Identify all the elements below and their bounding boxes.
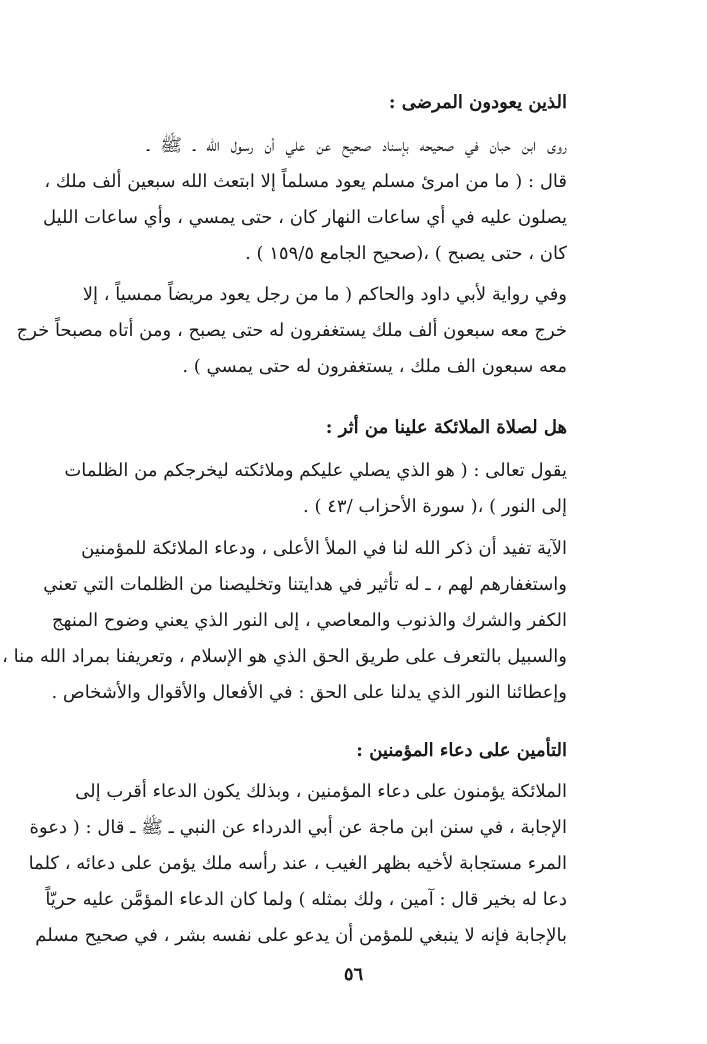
paragraph-line: وإعطائنا النور الذي يدلنا على الحق : في الأفعال والأقوال والأشخاص . xyxy=(51,682,567,703)
paragraph-line: يقول تعالى : ( هو الذي يصلي عليكم وملائكته ليخرجكم من الظلمات xyxy=(64,460,567,481)
paragraph-line: الإجابة ، في سنن ابن ماجة عن أبي الدرداء عن النبي ـ ﷺ ـ قال : ( دعوة xyxy=(29,817,567,838)
section-heading: الذين يعودون المرضى : xyxy=(388,92,567,113)
paragraph-line: الكفر والشرك والذنوب والمعاصي ، إلى النور الذي يعني وضوح المنهج xyxy=(51,610,567,631)
page-number: ٥٦ xyxy=(343,964,364,985)
paragraph-line: الملائكة يؤمنون على دعاء المؤمنين ، وبذلك يكون الدعاء أقرب إلى xyxy=(75,781,567,802)
section-heading: هل لصلاة الملائكة علينا من أثر : xyxy=(325,417,567,438)
paragraph-line: كان ، حتى يصبح ) ،(صحيح الجامع ١٥٩/٥ ) . xyxy=(245,243,567,264)
paragraph-line: معه سبعون الف ملك ، يستغفرون له حتى يمسي ) . xyxy=(182,356,567,377)
paragraph-line: يصلون عليه في أي ساعات النهار كان ، حتى يمسي ، وأي ساعات الليل xyxy=(42,207,567,228)
paragraph-line: واستغفارهم لهم ، ـ له تأثير في هدايتنا وتخليصنا من الظلمات التي تعني xyxy=(43,574,567,595)
paragraph-line: دعا له بخير قال : آمين ، ولك بمثله ) ولما كان الدعاء المؤمَّن عليه حريّاً xyxy=(45,889,567,910)
paragraph-line: روى ابن حبان في صحيحه بإسناد صحيح عن علي أن رسول الله ـ ﷺ ـ xyxy=(147,135,567,156)
section-heading: التأمين على دعاء المؤمنين : xyxy=(356,740,567,761)
paragraph-line: خرج معه سبعون ألف ملك يستغفرون له حتى يصبح ، ومن أتاه مصبحاً خرج xyxy=(16,320,567,341)
paragraph-line: قال : ( ما من امرئ مسلم يعود مسلماً إلا ابتعث الله سبعين ألف ملك ، xyxy=(44,171,567,192)
paragraph-line: إلى النور ) ،( سورة الأحزاب /٤٣ ) . xyxy=(303,496,567,517)
paragraph-line: وفي رواية لأبي داود والحاكم ( ما من رجل يعود مريضاً ممسياً ، إلا xyxy=(82,284,567,305)
paragraph-line: بالإجابة فإنه لا ينبغي للمؤمن أن يدعو على نفسه بشر ، في صحيح مسلم xyxy=(35,925,567,946)
paragraph-line: المرء مستجابة لأخيه بظهر الغيب ، عند رأسه ملك يؤمن على دعائه ، كلما xyxy=(28,853,567,874)
paragraph-line: والسبيل بالتعرف على طريق الحق الذي هو الإسلام ، وتعريفنا بمراد الله منا ، xyxy=(2,646,567,667)
paragraph-line: الآية تفيد أن ذكر الله لنا في الملأ الأعلى ، ودعاء الملائكة للمؤمنين xyxy=(81,538,567,559)
